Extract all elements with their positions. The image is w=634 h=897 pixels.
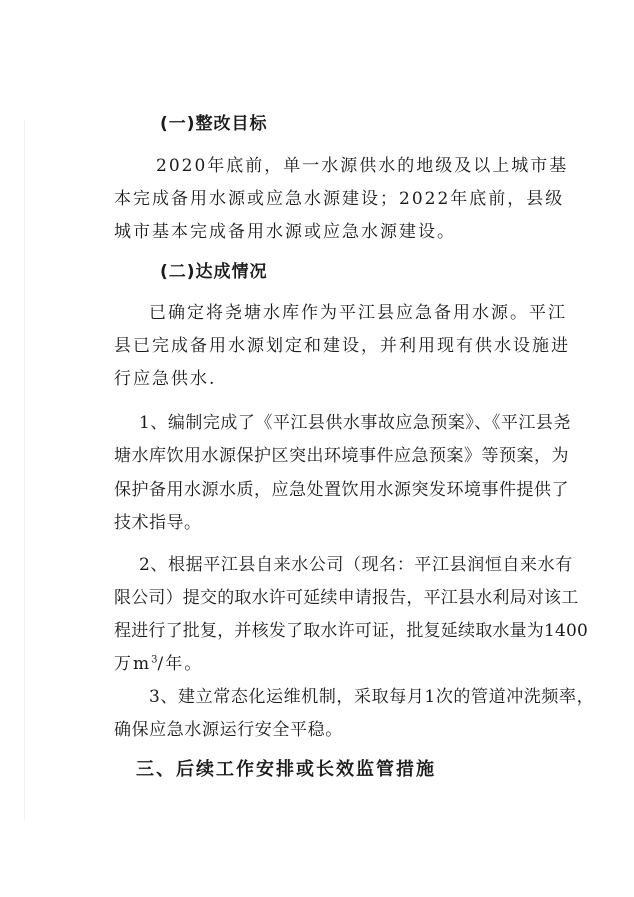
status-intro-line-1: 已确定将尧塘水库作为平江县应急备用水源。平江 [149,303,567,323]
item-3-line-1: 3、建立常态化运维机制，采取每月1次的管道冲洗频率， [149,687,595,707]
item-2-line-1: 2、根据平江县自来水公司（现名：平江县润恒自来水有 [139,555,573,575]
scan-edge-shadow [24,120,25,820]
unit-prefix: 万m [114,654,152,674]
item-1-line-3: 保护备用水源水质，应急处置饮用水源突发环境事件提供了 [114,480,569,500]
goal-line-1: 2020年底前，单一水源供水的地级及以上城市基 [156,156,569,176]
goal-line-2: 本完成备用水源或应急水源建设；2022年底前，县级 [114,189,565,209]
heading-achievement-status: (二)达成情况 [160,262,268,282]
status-intro-line-2: 县已完成备用水源划定和建设，并利用现有供水设施进 [114,336,570,356]
status-intro-line-3: 行应急供水. [114,369,217,389]
item-2-line-2: 限公司）提交的取水许可延续申请报告，平江县水利局对该工 [114,588,579,608]
unit-superscript: 3 [151,654,158,666]
item-1-line-1: 1、编制完成了《平江县供水事故应急预案》、《平江县尧 [139,413,571,433]
item-3-line-2: 确保应急水源运行安全平稳。 [114,720,343,740]
goal-line-3: 城市基本完成备用水源或应急水源建设。 [114,222,456,242]
heading-follow-up-measures: 三、后续工作安排或长效监管措施 [136,759,436,780]
unit-suffix: /年。 [157,654,204,674]
heading-rectification-goal: (一)整改目标 [160,114,268,134]
item-2-line-3: 程进行了批复，并核发了取水许可证，批复延续取水量为1400 [114,621,589,641]
item-1-line-2: 塘水库饮用水源保护区突出环境事件应急预案》等预案，为 [114,446,569,466]
item-1-line-4: 技术指导。 [114,513,202,533]
item-2-line-4 [114,654,203,674]
